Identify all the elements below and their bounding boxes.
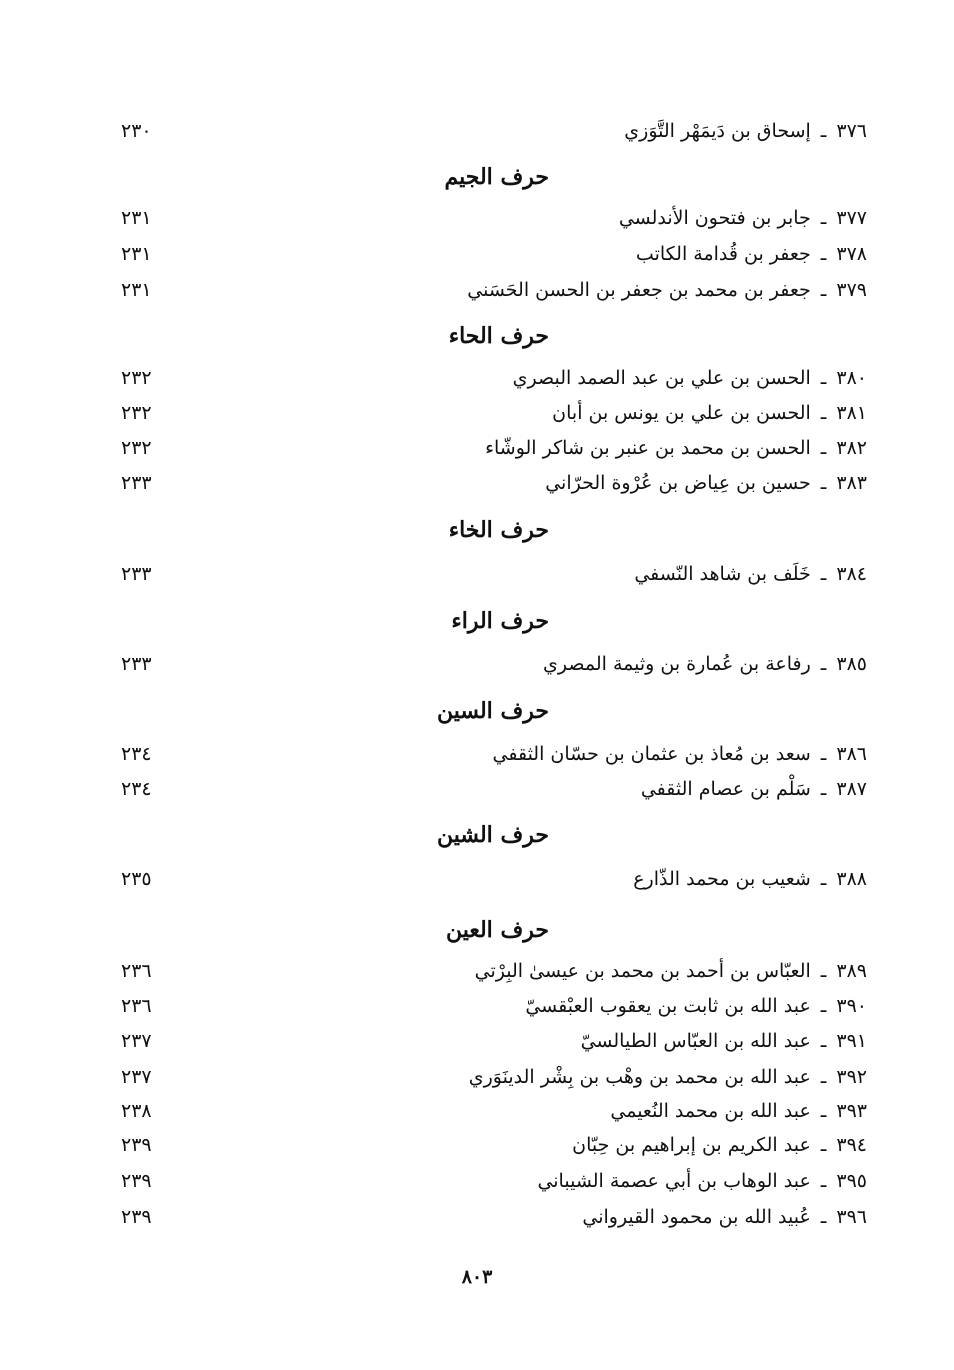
entry-name: سعد بن مُعاذ بن عثمان بن حسّان الثقفي [492, 743, 811, 765]
entry-page: ٢٣٣ [121, 563, 152, 585]
entry-name: الحسن بن علي بن يونس بن أبان [552, 402, 811, 424]
index-entry [407, 367, 867, 389]
entry-dash: ـ [820, 1100, 827, 1122]
entry-number: ٣٩٠ [836, 995, 867, 1017]
entry-dash: ـ [820, 995, 827, 1017]
entry-name: عبد الله بن ثابت بن يعقوب العبْقسيّ [525, 995, 811, 1017]
entry-number: ٣٧٦ [836, 120, 867, 142]
entry-dash: ـ [820, 1134, 827, 1156]
entry-page: ٢٣٦ [121, 960, 152, 982]
entry-name: سَلْم بن عصام الثقفي [640, 778, 811, 800]
entry-dash: ـ [820, 868, 827, 890]
entry-dash: ـ [820, 1066, 827, 1088]
entry-number: ٣٨٥ [836, 653, 867, 675]
entry-name: عبد الله بن العبّاس الطيالسيّ [580, 1030, 811, 1052]
entry-name: جابر بن فتحون الأندلسي [618, 207, 811, 229]
entry-name: عبد الله بن محمد بن وهْب بن بِشْر الدينَوَري [468, 1066, 811, 1088]
entry-name: الحسن بن محمد بن عنبر بن شاكر الوشّاء [485, 437, 811, 459]
entry-name: رفاعة بن عُمارة بن وثيمة المصري [543, 653, 811, 675]
entry-dash: ـ [820, 563, 827, 585]
entry-number: ٣٨٧ [836, 778, 867, 800]
entry-page: ٢٣٩ [121, 1134, 152, 1156]
entry-number: ٣٩٥ [836, 1170, 867, 1192]
entry-page: ٢٣١ [121, 279, 152, 301]
entry-number: ٣٧٨ [836, 243, 867, 265]
index-entry [407, 437, 867, 459]
entry-page: ٢٣٢ [121, 402, 152, 424]
entry-name: العبّاس بن أحمد بن محمد بن عيسىٰ البِرْتي [474, 960, 811, 982]
page-number: ٨٠٣ [461, 1266, 493, 1288]
entry-page: ٢٣٧ [121, 1066, 152, 1088]
index-entry [407, 743, 867, 765]
entry-dash: ـ [820, 402, 827, 424]
index-entry [407, 1100, 867, 1122]
entry-name: الحسن بن علي بن عبد الصمد البصري [512, 367, 811, 389]
index-entry [407, 472, 867, 494]
entry-dash: ـ [820, 437, 827, 459]
index-entry [407, 1030, 867, 1052]
entry-page: ٢٣٠ [121, 120, 152, 142]
entry-page: ٢٣٤ [121, 743, 152, 765]
entry-page: ٢٣٥ [121, 868, 152, 890]
section-heading: حرف الشين [436, 822, 549, 848]
entry-number: ٣٨٨ [836, 868, 867, 890]
entry-name: عبد الكريم بن إبراهيم بن حِبّان [572, 1134, 811, 1156]
entry-number: ٣٨٢ [836, 437, 867, 459]
index-entry [407, 868, 867, 890]
entry-number: ٣٨٤ [836, 563, 867, 585]
entry-number: ٣٩١ [836, 1030, 867, 1052]
entry-dash: ـ [820, 472, 827, 494]
entry-name: جعفر بن محمد بن جعفر بن الحسن الحَسَني [467, 279, 811, 301]
index-entry [407, 960, 867, 982]
index-entry [407, 653, 867, 675]
entry-number: ٣٩٣ [836, 1100, 867, 1122]
entry-page: ٢٣٤ [121, 778, 152, 800]
entry-dash: ـ [820, 1206, 827, 1228]
section-heading: حرف الراء [451, 608, 549, 634]
entry-dash: ـ [820, 243, 827, 265]
section-heading: حرف الجيم [444, 164, 549, 190]
index-entry [407, 1066, 867, 1088]
section-heading: حرف العين [445, 917, 549, 943]
entry-page: ٢٣٣ [121, 472, 152, 494]
entry-number: ٣٧٩ [836, 279, 867, 301]
entry-number: ٣٨١ [836, 402, 867, 424]
entry-dash: ـ [820, 653, 827, 675]
index-entry [407, 207, 867, 229]
entry-number: ٣٩٢ [836, 1066, 867, 1088]
index-entry [407, 279, 867, 301]
section-heading: حرف الحاء [448, 323, 549, 349]
entry-dash: ـ [820, 1170, 827, 1192]
entry-number: ٣٧٧ [836, 207, 867, 229]
index-entry [407, 120, 867, 142]
entry-dash: ـ [820, 207, 827, 229]
entry-page: ٢٣٦ [121, 995, 152, 1017]
entry-name: عبد الوهاب بن أبي عصمة الشيباني [537, 1170, 811, 1192]
index-entry [407, 778, 867, 800]
entry-number: ٣٨٦ [836, 743, 867, 765]
entry-number: ٣٩٦ [836, 1206, 867, 1228]
index-entry [407, 995, 867, 1017]
entry-page: ٢٣٢ [121, 367, 152, 389]
entry-name: حسين بن عِياض بن عُرْوة الحرّاني [545, 472, 811, 494]
entry-page: ٢٣٣ [121, 653, 152, 675]
index-entry [407, 563, 867, 585]
entry-dash: ـ [820, 279, 827, 301]
entry-page: ٢٣٨ [121, 1100, 152, 1122]
entry-page: ٢٣٢ [121, 437, 152, 459]
entry-name: عُبيد الله بن محمود القيرواني [582, 1206, 811, 1228]
entry-page: ٢٣٧ [121, 1030, 152, 1052]
index-entry [407, 1134, 867, 1156]
entry-dash: ـ [820, 960, 827, 982]
entry-name: إسحاق بن دَيمَهْر التَّوَزي [624, 120, 811, 142]
entry-name: شعيب بن محمد الذّارع [633, 868, 811, 890]
section-heading: حرف السين [436, 698, 549, 724]
entry-page: ٢٣٩ [121, 1170, 152, 1192]
entry-name: عبد الله بن محمد النُعيمي [610, 1100, 811, 1122]
entry-number: ٣٨٠ [836, 367, 867, 389]
entry-dash: ـ [820, 743, 827, 765]
index-entry [407, 1206, 867, 1228]
entry-dash: ـ [820, 120, 827, 142]
entry-number: ٣٩٤ [836, 1134, 867, 1156]
entry-number: ٣٨٩ [836, 960, 867, 982]
index-entry [407, 1170, 867, 1192]
entry-dash: ـ [820, 778, 827, 800]
entry-name: خَلَف بن شاهد النّسفي [634, 563, 811, 585]
index-entry [407, 402, 867, 424]
entry-dash: ـ [820, 1030, 827, 1052]
entry-number: ٣٨٣ [836, 472, 867, 494]
section-heading: حرف الخاء [448, 517, 549, 543]
entry-page: ٢٣١ [121, 243, 152, 265]
entry-name: جعفر بن قُدامة الكاتب [635, 243, 811, 265]
entry-page: ٢٣١ [121, 207, 152, 229]
entry-page: ٢٣٩ [121, 1206, 152, 1228]
index-entry [407, 243, 867, 265]
entry-dash: ـ [820, 367, 827, 389]
